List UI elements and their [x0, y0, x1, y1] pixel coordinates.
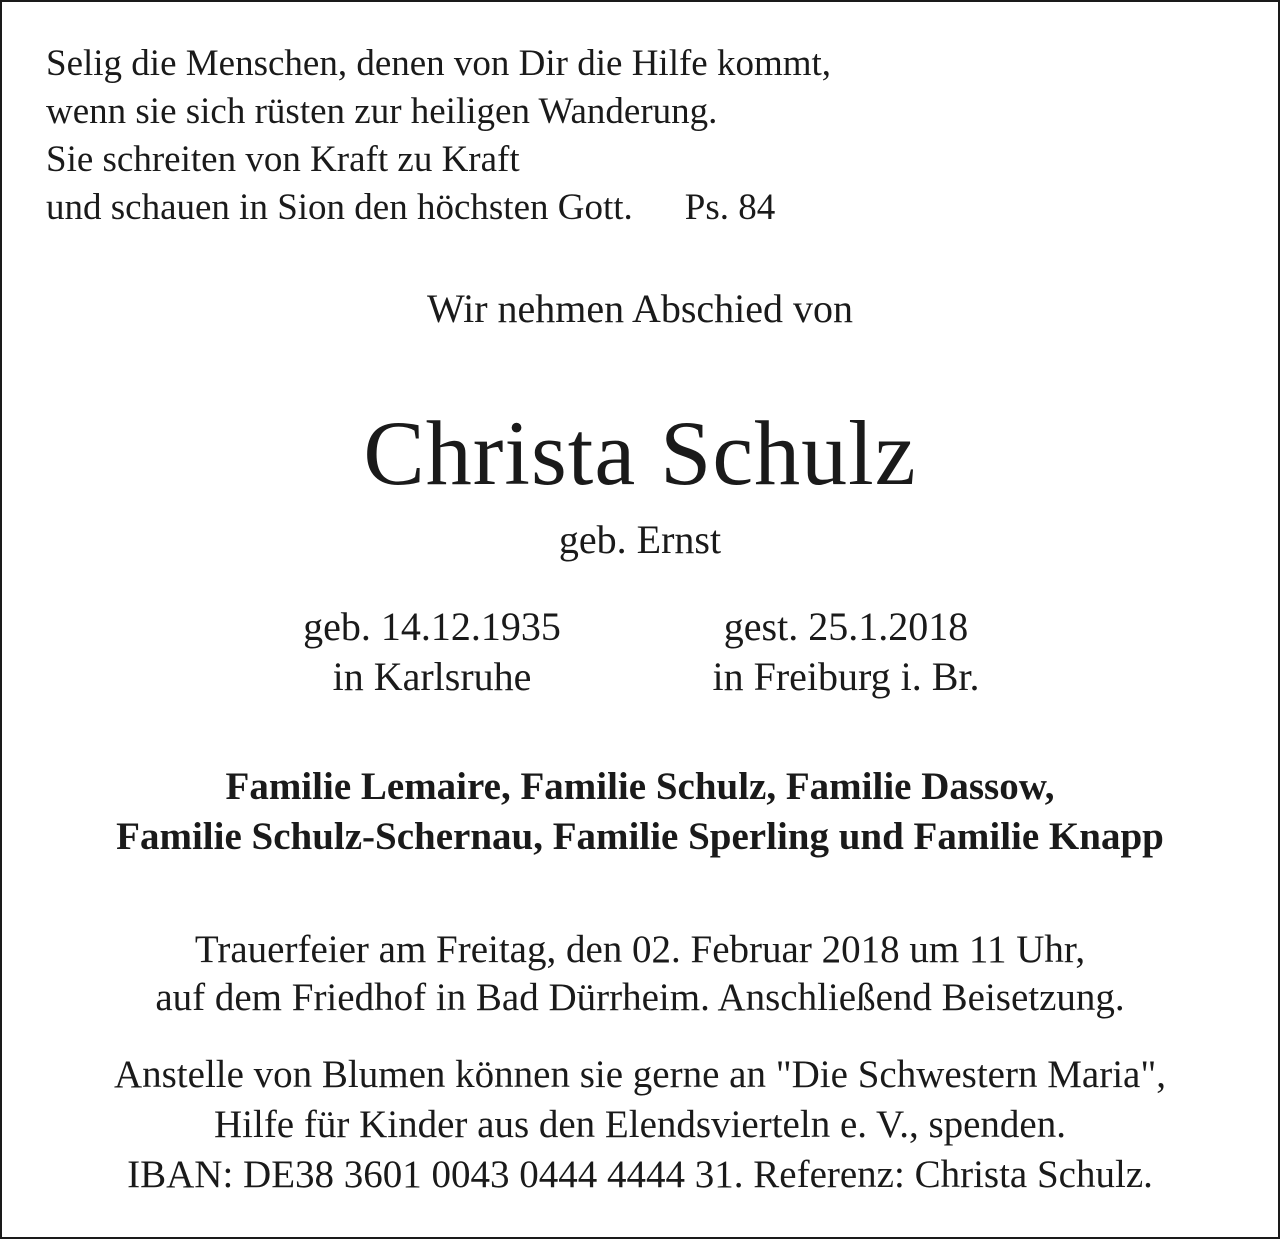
mourning-families	[0, 762, 1280, 862]
birth-place: in Karlsruhe	[332, 654, 532, 699]
service-line: auf dem Friedhof in Bad Dürrheim. Anschließend Beisetzung.	[155, 976, 1125, 1019]
death-info	[646, 602, 1046, 702]
maiden-name: geb. Ernst	[558, 517, 722, 562]
birth-date: geb. 14.12.1935	[303, 604, 561, 649]
psalm-quote	[46, 40, 831, 232]
death-place: in Freiburg i. Br.	[712, 654, 980, 699]
psalm-line: Selig die Menschen, denen von Dir die Hilfe kommt,	[46, 43, 832, 84]
donation-line: Hilfe für Kinder aus den Elendsvierteln e. V., spenden.	[213, 1103, 1066, 1146]
deceased-name: Christa Schulz	[363, 402, 917, 504]
psalm-reference: Ps. 84	[684, 187, 776, 228]
donation-line: Anstelle von Blumen können sie gerne an "Die Schwestern Maria",	[113, 1053, 1167, 1096]
psalm-line-text: und schauen in Sion den höchsten Gott.	[46, 187, 633, 228]
psalm-line: wenn sie sich rüsten zur heiligen Wanderung.	[46, 91, 718, 132]
farewell-intro: Wir nehmen Abschied von	[426, 286, 854, 331]
families-line: Familie Lemaire, Familie Schulz, Familie Dassow,	[225, 765, 1055, 808]
psalm-line: Sie schreiten von Kraft zu Kraft	[46, 139, 520, 180]
donation-info	[0, 1050, 1280, 1200]
death-date: gest. 25.1.2018	[723, 604, 969, 649]
funeral-service-info	[0, 926, 1280, 1022]
psalm-line-last	[46, 184, 831, 232]
donation-iban-line: IBAN: DE38 3601 0043 0444 4444 31. Referenz: Christa Schulz.	[127, 1153, 1153, 1196]
birth-info	[232, 602, 632, 702]
service-line: Trauerfeier am Freitag, den 02. Februar 2018 um 11 Uhr,	[194, 928, 1086, 971]
families-line: Familie Schulz-Schernau, Familie Sperling und Familie Knapp	[116, 815, 1164, 858]
